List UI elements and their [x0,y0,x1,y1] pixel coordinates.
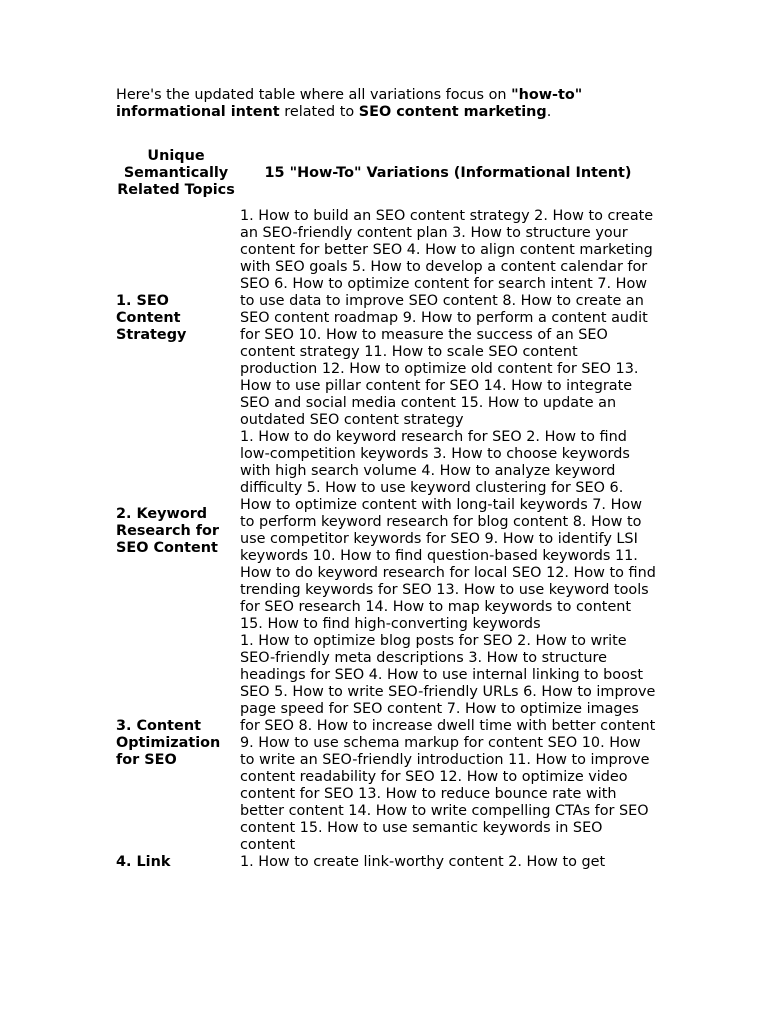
variations-cell: 1. How to optimize blog posts for SEO 2. How to write SEO-friendly meta descriptions 3. How to structure headings for SEO 4. How to use internal linking to boost SEO 5. How to write SEO-friendly URLs 6. How to improve page speed for SEO content 7. How to optimize images for SEO 8. How to increase dwell time with better content 9. How to use schema markup for content SEO 10. How to write an SEO-friendly introduction 11. How to improve content readability for SEO 12. How to optimize video content for SEO 13. How to reduce bounce rate with better content 14. How to write compelling CTAs for SEO content 15. How to use semantic keywords in SEO content [240,633,656,853]
intro-bold-1: "how-to" informational intent [116,87,583,120]
table-header-row [114,138,658,208]
intro-text-2: related to [279,104,359,120]
table-row [114,208,658,429]
topic-cell: 3. Content Optimization for SEO [116,718,221,768]
table-row [114,429,658,633]
intro-text-3: . [546,104,552,120]
header-variations: 15 "How-To" Variations (Informational Intent) [264,164,632,181]
intro-text-1: Here's the updated table where all variations focus on [116,87,512,103]
topic-cell: 1. SEO Content Strategy [116,293,187,343]
header-topics: Unique Semantically Related Topics [117,147,235,198]
table-row [114,854,658,871]
intro-paragraph [116,87,676,121]
variations-cell: 1. How to build an SEO content strategy 2. How to create an SEO-friendly content plan 3. How to structure your content for better SEO 4. How to align content marketing with SEO goals 5. How to develop a content calendar for SEO 6. How to optimize content for search intent 7. How to use data to improve SEO content 8. How to create an SEO content roadmap 9. How to perform a content audit for SEO 10. How to measure the success of an SEO content strategy 11. How to scale SEO content production 12. How to optimize old content for SEO 13. How to use pillar content for SEO 14. How to integrate SEO and social media content 15. How to update an outdated SEO content strategy [240,208,654,428]
variations-cell: 1. How to create link-worthy content 2. How to get [240,854,606,870]
topic-cell: 2. Keyword Research for SEO Content [116,505,220,556]
topic-cell: 4. Link [116,854,171,870]
variations-cell: 1. How to do keyword research for SEO 2. How to find low-competition keywords 3. How to choose keywords with high search volume 4. How to analyze keyword difficulty 5. How to use keyword clustering for SEO 6. How to optimize content with long-tail keywords 7. How to perform keyword research for blog content 8. How to use competitor keywords for SEO 9. How to identify LSI keywords 10. How to find question-based keywords 11. How to do keyword research for local SEO 12. How to find trending keywords for SEO 13. How to use keyword tools for SEO research 14. How to map keywords to content 15. How to find high-converting keywords [240,429,656,632]
table-row [114,633,658,854]
intro-bold-2: SEO content marketing [358,104,547,120]
how-to-table [114,138,658,871]
